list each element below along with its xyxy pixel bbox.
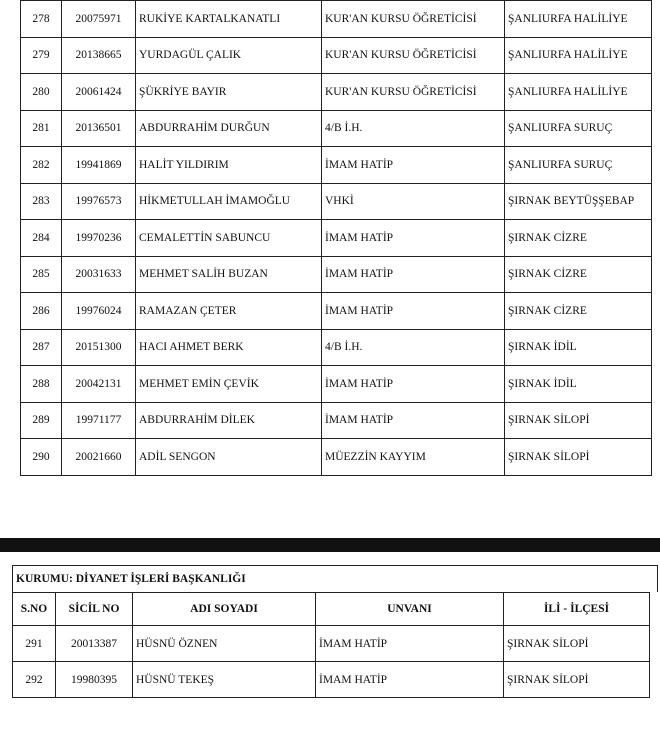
- cell-adi-soyadi: CEMALETTİN SABUNCU: [136, 220, 322, 257]
- cell-sicil-no: 20138665: [62, 37, 136, 74]
- cell-sno: 279: [21, 37, 62, 74]
- cell-ili-ilcesi: ŞANLIURFA HALİLİYE: [505, 74, 652, 111]
- table-row: [21, 183, 652, 220]
- cell-ili-ilcesi: ŞIRNAK CİZRE: [505, 293, 652, 330]
- cell-unvani: KUR'AN KURSU ÖĞRETİCİSİ: [322, 37, 505, 74]
- cell-sicil-no: 20151300: [62, 329, 136, 366]
- cell-adi-soyadi: ABDURRAHİM DİLEK: [136, 402, 322, 439]
- cell-adi-soyadi: RAMAZAN ÇETER: [136, 293, 322, 330]
- table-row: [21, 110, 652, 147]
- page-separator-bar: [0, 538, 660, 552]
- header-sicil-no: SİCİL NO: [56, 593, 133, 626]
- cell-sno: 287: [21, 329, 62, 366]
- cell-sno: 284: [21, 220, 62, 257]
- cell-ili-ilcesi: ŞIRNAK SİLOPİ: [505, 402, 652, 439]
- personnel-table-top: [20, 0, 652, 476]
- cell-sicil-no: 19970236: [62, 220, 136, 257]
- cell-sno: 283: [21, 183, 62, 220]
- cell-sicil-no: 20136501: [62, 110, 136, 147]
- cell-ili-ilcesi: ŞANLIURFA SURUÇ: [505, 110, 652, 147]
- cell-sno: 280: [21, 74, 62, 111]
- cell-sicil-no: 19941869: [62, 147, 136, 184]
- cell-sicil-no: 20061424: [62, 74, 136, 111]
- cell-ili-ilcesi: ŞIRNAK SİLOPİ: [504, 626, 650, 662]
- table-row: [21, 256, 652, 293]
- cell-unvani: İMAM HATİP: [322, 402, 505, 439]
- cell-sno: 278: [21, 1, 62, 38]
- cell-sicil-no: 19980395: [56, 662, 133, 698]
- cell-sno: 286: [21, 293, 62, 330]
- cell-sicil-no: 19976024: [62, 293, 136, 330]
- cell-adi-soyadi: ŞÜKRİYE BAYIR: [136, 74, 322, 111]
- cell-ili-ilcesi: ŞANLIURFA HALİLİYE: [505, 37, 652, 74]
- cell-adi-soyadi: ADİL SENGON: [136, 439, 322, 476]
- cell-ili-ilcesi: ŞIRNAK İDİL: [505, 329, 652, 366]
- cell-unvani: MÜEZZİN KAYYIM: [322, 439, 505, 476]
- cell-sno: 285: [21, 256, 62, 293]
- cell-ili-ilcesi: ŞANLIURFA SURUÇ: [505, 147, 652, 184]
- cell-adi-soyadi: HACI AHMET BERK: [136, 329, 322, 366]
- cell-sicil-no: 19971177: [62, 402, 136, 439]
- cell-unvani: İMAM HATİP: [316, 662, 504, 698]
- header-sno: S.NO: [13, 593, 56, 626]
- cell-adi-soyadi: RUKİYE KARTALKANATLI: [136, 1, 322, 38]
- cell-ili-ilcesi: ŞIRNAK BEYTÜŞŞEBAP: [505, 183, 652, 220]
- cell-unvani: İMAM HATİP: [322, 256, 505, 293]
- institution-heading: KURUMU: DİYANET İŞLERİ BAŞKANLIĞI: [12, 565, 658, 592]
- cell-sno: 292: [13, 662, 56, 698]
- cell-ili-ilcesi: ŞIRNAK İDİL: [505, 366, 652, 403]
- table-row: [21, 366, 652, 403]
- cell-ili-ilcesi: ŞIRNAK SİLOPİ: [504, 662, 650, 698]
- cell-sicil-no: 20021660: [62, 439, 136, 476]
- cell-unvani: 4/B İ.H.: [322, 110, 505, 147]
- cell-sicil-no: 19976573: [62, 183, 136, 220]
- table-row: [21, 147, 652, 184]
- cell-ili-ilcesi: ŞANLIURFA HALİLİYE: [505, 1, 652, 38]
- personnel-table-top-body: [21, 1, 652, 476]
- table-row: [21, 293, 652, 330]
- cell-unvani: İMAM HATİP: [316, 626, 504, 662]
- cell-adi-soyadi: MEHMET SALİH BUZAN: [136, 256, 322, 293]
- cell-adi-soyadi: MEHMET EMİN ÇEVİK: [136, 366, 322, 403]
- table-row: [21, 402, 652, 439]
- cell-sno: 289: [21, 402, 62, 439]
- cell-adi-soyadi: HİKMETULLAH İMAMOĞLU: [136, 183, 322, 220]
- cell-unvani: İMAM HATİP: [322, 293, 505, 330]
- table-row: [21, 37, 652, 74]
- table-row: [21, 74, 652, 111]
- cell-sicil-no: 20042131: [62, 366, 136, 403]
- cell-sicil-no: 20075971: [62, 1, 136, 38]
- table-row: [13, 626, 650, 662]
- cell-unvani: İMAM HATİP: [322, 220, 505, 257]
- cell-adi-soyadi: HÜSNÜ TEKEŞ: [133, 662, 316, 698]
- table-row: [21, 1, 652, 38]
- cell-unvani: KUR'AN KURSU ÖĞRETİCİSİ: [322, 1, 505, 38]
- cell-adi-soyadi: ABDURRAHİM DURĞUN: [136, 110, 322, 147]
- personnel-table-bottom-body: [13, 593, 650, 698]
- cell-unvani: İMAM HATİP: [322, 366, 505, 403]
- cell-adi-soyadi: HÜSNÜ ÖZNEN: [133, 626, 316, 662]
- cell-sno: 291: [13, 626, 56, 662]
- table-row: [13, 662, 650, 698]
- header-unvani: UNVANI: [316, 593, 504, 626]
- cell-sicil-no: 20031633: [62, 256, 136, 293]
- table-row: [21, 220, 652, 257]
- cell-unvani: VHKİ: [322, 183, 505, 220]
- cell-sno: 288: [21, 366, 62, 403]
- cell-sicil-no: 20013387: [56, 626, 133, 662]
- header-adi-soyadi: ADI SOYADI: [133, 593, 316, 626]
- table-header-row: [13, 593, 650, 626]
- cell-sno: 282: [21, 147, 62, 184]
- cell-unvani: 4/B İ.H.: [322, 329, 505, 366]
- cell-unvani: İMAM HATİP: [322, 147, 505, 184]
- cell-ili-ilcesi: ŞIRNAK SİLOPİ: [505, 439, 652, 476]
- personnel-section-bottom: [12, 565, 658, 698]
- table-row: [21, 329, 652, 366]
- cell-adi-soyadi: YURDAGÜL ÇALIK: [136, 37, 322, 74]
- cell-unvani: KUR'AN KURSU ÖĞRETİCİSİ: [322, 74, 505, 111]
- cell-sno: 281: [21, 110, 62, 147]
- header-ili-ilcesi: İLİ - İLÇESİ: [504, 593, 650, 626]
- table-row: [21, 439, 652, 476]
- cell-ili-ilcesi: ŞIRNAK CİZRE: [505, 220, 652, 257]
- cell-ili-ilcesi: ŞIRNAK CİZRE: [505, 256, 652, 293]
- cell-sno: 290: [21, 439, 62, 476]
- cell-adi-soyadi: HALİT YILDIRIM: [136, 147, 322, 184]
- personnel-table-bottom: [12, 592, 650, 698]
